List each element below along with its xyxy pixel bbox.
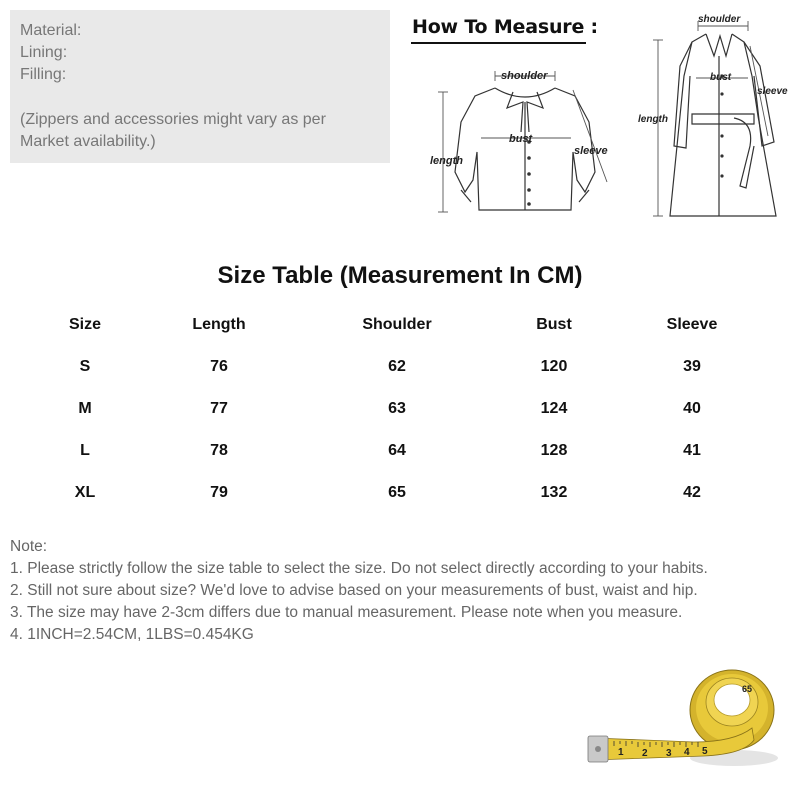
cell-bust: 128 — [540, 442, 568, 459]
note-item: 4. 1INCH=2.54CM, 1LBS=0.454KG — [10, 626, 254, 643]
accessories-note-line2: Market availability.) — [20, 133, 156, 150]
material-label: Material: — [20, 22, 82, 39]
title-underline — [411, 42, 586, 44]
shirt-shoulder-label: shoulder — [501, 70, 548, 82]
cell-shoulder: 63 — [388, 400, 406, 417]
notes-section — [10, 536, 708, 646]
cell-length: 78 — [210, 442, 228, 459]
cell-bust: 124 — [540, 400, 568, 417]
cell-sleeve: 42 — [683, 484, 701, 501]
cell-size: L — [80, 442, 90, 459]
header-shoulder: Shoulder — [362, 316, 432, 333]
cell-length: 77 — [210, 400, 228, 417]
shirt-bust-label: bust — [509, 133, 533, 145]
accessories-note-line1: (Zippers and accessories might vary as per — [20, 111, 326, 128]
table-row — [0, 474, 800, 516]
cell-shoulder: 64 — [388, 442, 406, 459]
table-row — [0, 390, 800, 432]
shirt-length-label: length — [430, 155, 463, 167]
header-size: Size — [68, 316, 101, 333]
cell-length: 76 — [210, 358, 228, 375]
coat-length-label: length — [638, 114, 668, 125]
cell-size: S — [79, 358, 91, 375]
tape-digit: 1 — [618, 747, 624, 758]
size-table-title: Size Table (Measurement In CM) — [217, 262, 583, 289]
how-to-measure-title: How To Measure : — [412, 16, 598, 38]
cell-bust: 120 — [540, 358, 568, 375]
coat-sleeve-label: sleeve — [757, 86, 788, 97]
tape-digit: 4 — [684, 747, 690, 758]
cell-shoulder: 62 — [388, 358, 406, 375]
tape-digit: 2 — [642, 748, 648, 759]
tape-digit: 65 — [742, 684, 753, 694]
header-length: Length — [192, 316, 246, 333]
note-item: 2. Still not sure about size? We'd love to advise based on your measurements of bust, waist and hip. — [10, 582, 698, 599]
cell-size: XL — [74, 484, 96, 501]
coat-bust-label: bust — [710, 72, 732, 83]
cell-sleeve: 40 — [683, 400, 701, 417]
header-sleeve: Sleeve — [666, 316, 718, 333]
table-header-row — [0, 306, 800, 348]
cell-shoulder: 65 — [388, 484, 406, 501]
tape-digit: 3 — [666, 748, 672, 759]
note-item: 1. Please strictly follow the size table to select the size. Do not select directly according to your habits. — [10, 560, 708, 577]
filling-label: Filling: — [20, 66, 67, 83]
tape-digit: 5 — [702, 746, 708, 757]
shirt-measure-diagram — [425, 62, 625, 222]
table-row — [0, 432, 800, 474]
tape-measure-image — [584, 662, 784, 772]
notes-heading: Note: — [10, 538, 48, 555]
cell-sleeve: 41 — [683, 442, 701, 459]
table-row — [0, 348, 800, 390]
coat-measure-diagram — [636, 6, 800, 232]
cell-bust: 132 — [540, 484, 568, 501]
cell-sleeve: 39 — [683, 358, 701, 375]
header-bust: Bust — [536, 316, 572, 333]
note-item: 3. The size may have 2-3cm differs due to manual measurement. Please note when you measure. — [10, 604, 683, 621]
coat-shoulder-label: shoulder — [698, 14, 741, 25]
lining-label: Lining: — [20, 44, 68, 61]
size-table — [0, 306, 800, 516]
shirt-sleeve-label: sleeve — [574, 145, 608, 157]
cell-size: M — [78, 400, 92, 417]
material-info-panel — [10, 10, 390, 163]
cell-length: 79 — [210, 484, 228, 501]
